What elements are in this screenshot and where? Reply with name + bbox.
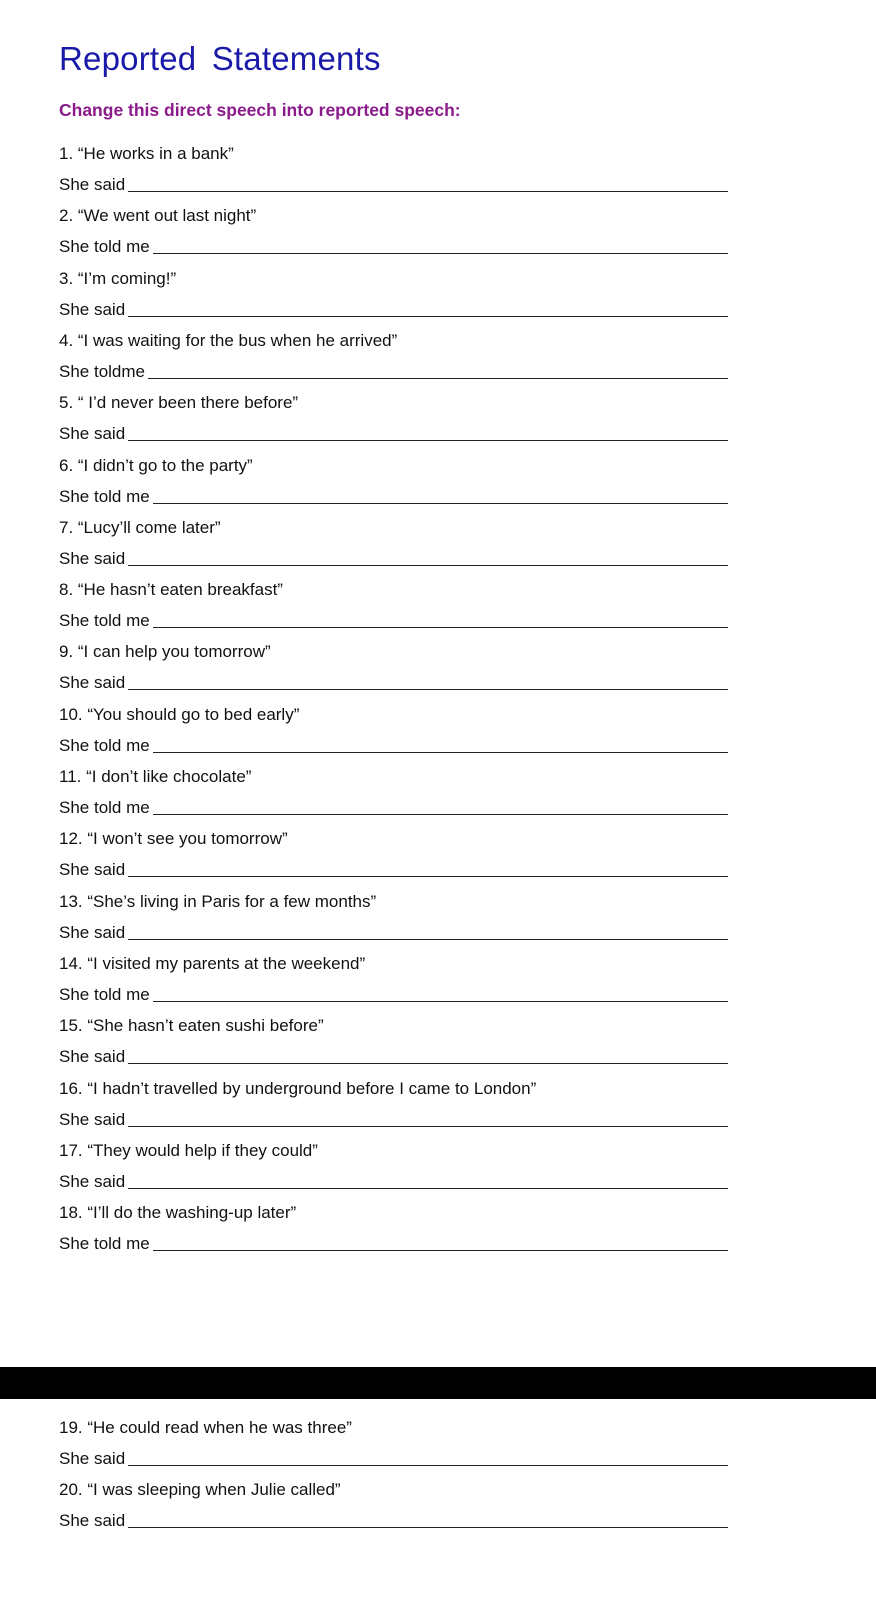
- question-text: 9. “I can help you tomorrow”: [59, 642, 271, 662]
- question-text: 4. “I was waiting for the bus when he arrived”: [59, 330, 398, 350]
- answer-row: [59, 981, 728, 1005]
- answer-blank-line[interactable]: [128, 316, 728, 317]
- answer-row: [59, 358, 728, 382]
- answer-row: [59, 1507, 728, 1531]
- answer-prompt: She told me: [59, 1234, 150, 1254]
- question-text: 19. “He could read when he was three”: [59, 1418, 352, 1437]
- answer-blank-line[interactable]: [128, 1465, 728, 1466]
- answer-prompt: She said: [59, 860, 126, 880]
- question-text: 3. “I’m coming!”: [59, 268, 177, 288]
- question-text: 1. “He works in a bank”: [59, 144, 234, 163]
- answer-blank-line[interactable]: [128, 440, 728, 441]
- question-text: 16. “I hadn’t travelled by underground before I came to London”: [59, 1078, 537, 1098]
- answer-blank-line[interactable]: [128, 939, 728, 940]
- answer-row: [59, 233, 728, 257]
- answer-prompt: She told me: [59, 984, 150, 1004]
- answer-row: [59, 669, 728, 693]
- answer-row: [59, 919, 728, 943]
- answer-prompt: She said: [59, 175, 126, 194]
- question-text: 8. “He hasn’t eaten breakfast”: [59, 580, 283, 600]
- answer-prompt: She said: [59, 1109, 126, 1129]
- question-text: 2. “We went out last night”: [59, 206, 257, 226]
- answer-blank-line[interactable]: [128, 1063, 728, 1064]
- answer-row: [59, 1168, 728, 1192]
- answer-prompt: She said: [59, 1511, 126, 1530]
- answer-blank-line[interactable]: [153, 814, 728, 815]
- answer-row: [59, 296, 728, 320]
- answer-prompt: She said: [59, 1171, 126, 1191]
- answer-prompt: She toldme: [59, 361, 145, 381]
- answer-prompt: She said: [59, 1047, 126, 1067]
- question-text: 17. “They would help if they could”: [59, 1140, 318, 1160]
- answer-row: [59, 856, 728, 880]
- question-text: 6. “I didn’t go to the party”: [59, 455, 253, 475]
- answer-prompt: She told me: [59, 735, 150, 755]
- answer-prompt: She said: [59, 1449, 126, 1468]
- answer-prompt: She said: [59, 673, 126, 693]
- question-text: 12. “I won’t see you tomorrow”: [59, 829, 288, 849]
- answer-blank-line[interactable]: [128, 191, 728, 192]
- answer-blank-line[interactable]: [128, 1188, 728, 1189]
- answer-blank-line[interactable]: [153, 503, 728, 504]
- question-text: 20. “I was sleeping when Julie called”: [59, 1480, 341, 1499]
- answer-blank-line[interactable]: [148, 378, 728, 379]
- answer-prompt: She told me: [59, 798, 150, 817]
- answer-row: [59, 607, 728, 631]
- question-text: 11. “I don’t like chocolate”: [59, 767, 252, 786]
- answer-row: [59, 420, 728, 444]
- answer-row: [59, 545, 728, 569]
- answer-blank-line[interactable]: [153, 1250, 728, 1251]
- answer-blank-line[interactable]: [128, 1126, 728, 1127]
- answer-prompt: She told me: [59, 486, 150, 506]
- answer-row: [59, 483, 728, 507]
- question-text: 15. “She hasn’t eaten sushi before”: [59, 1016, 324, 1036]
- answer-blank-line[interactable]: [153, 627, 728, 628]
- answer-row: [59, 1230, 728, 1254]
- answer-blank-line[interactable]: [153, 253, 728, 254]
- answer-row: [59, 171, 728, 195]
- question-text: 14. “I visited my parents at the weekend”: [59, 953, 366, 973]
- answer-row: [59, 732, 728, 756]
- answer-row: [59, 794, 728, 818]
- answer-blank-line[interactable]: [128, 1527, 728, 1528]
- answer-prompt: She told me: [59, 611, 150, 631]
- question-text: 13. “She’s living in Paris for a few months”: [59, 891, 377, 911]
- answer-blank-line[interactable]: [153, 1001, 728, 1002]
- answer-row: [59, 1445, 728, 1469]
- answer-prompt: She said: [59, 299, 126, 319]
- instruction-text: Change this direct speech into reported speech:: [59, 100, 461, 120]
- answer-blank-line[interactable]: [128, 689, 728, 690]
- answer-row: [59, 1043, 728, 1067]
- page-title: Reported Statements: [59, 40, 381, 77]
- question-text: 18. “I’ll do the washing-up later”: [59, 1203, 297, 1223]
- answer-prompt: She said: [59, 922, 126, 942]
- black-divider-band: [0, 1367, 876, 1399]
- question-text: 7. “Lucy’ll come later”: [59, 517, 221, 537]
- answer-prompt: She told me: [59, 237, 150, 257]
- answer-prompt: She said: [59, 424, 126, 444]
- question-text: 5. “ I’d never been there before”: [59, 393, 299, 413]
- question-text: 10. “You should go to bed early”: [59, 704, 300, 724]
- answer-row: [59, 1106, 728, 1130]
- answer-blank-line[interactable]: [128, 565, 728, 566]
- answer-prompt: She said: [59, 548, 126, 568]
- answer-blank-line[interactable]: [153, 752, 728, 753]
- answer-blank-line[interactable]: [128, 876, 728, 877]
